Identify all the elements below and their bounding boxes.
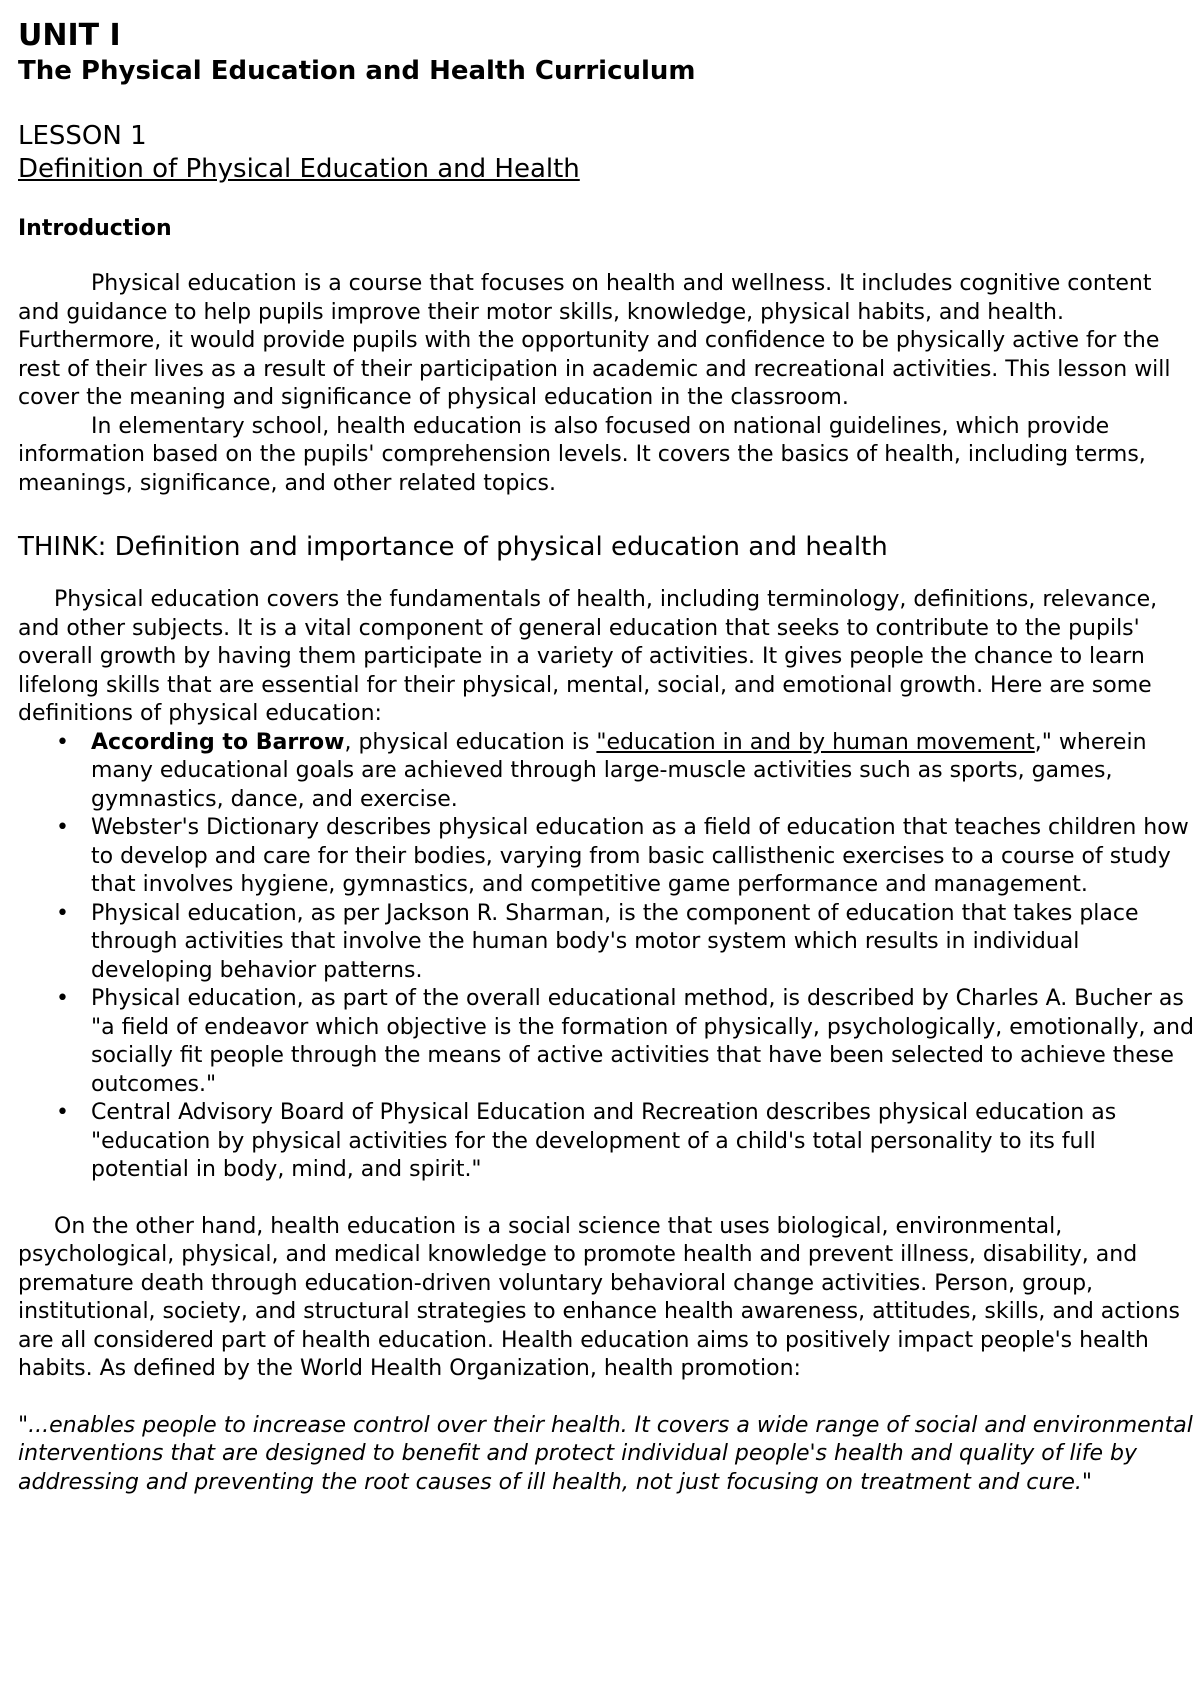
lesson-title: Definition of Physical Education and Health xyxy=(18,154,580,184)
definition-item-webster xyxy=(18,814,1200,900)
bullet-icon: • xyxy=(56,1100,69,1125)
introduction-paragraph-1: Physical education is a course that focuses on health and wellness. It includes cognitive content and guidance to help pupils improve their motor skills, knowledge, physical habits, and health. Furthermore, it would provide pupils with the opportunity and confidence to be physically active for the rest of their lives as a result of their participation in academic and recreational activities. This lesson will cover the meaning and significance of physical education in the classroom. xyxy=(18,271,1171,410)
bullet-icon: • xyxy=(56,815,69,840)
introduction-heading: Introduction xyxy=(18,216,172,241)
physical-education-paragraph: Physical education covers the fundamentals of health, including terminology, definitions, relevance, and other subjects. It is a vital component of general education that seeks to contribute to the pupils' overall growth by having them participate in a variety of activities. It gives people the chance to learn lifelong skills that are essential for their physical, mental, social, and emotional growth. Here are some definitions of physical education: xyxy=(18,587,1158,726)
definition-text: Physical education, as part of the overall educational method, is described by Charles A. Bucher as "a field of endeavor which objective is the formation of physically, psychologically, emotionally, and socially fit people through the means of active activities that have been selected to achieve these outcomes." xyxy=(91,986,1194,1097)
think-heading: THINK: Definition and importance of physical education and health xyxy=(18,532,888,562)
definition-text: ," wherein many educational goals are achieved through large-muscle activities such as sports, games, gymnastics, dance, and exercise. xyxy=(91,729,1147,812)
definition-text: Physical education, as per Jackson R. Sharman, is the component of education that takes place through activities that involve the human body's motor system which results in individual developing behavior patterns. xyxy=(91,900,1139,983)
definition-item-sharman xyxy=(18,900,1200,986)
definition-item-bucher xyxy=(18,985,1200,1099)
bullet-icon: • xyxy=(56,729,69,755)
definition-author-bold: According to Barrow xyxy=(91,729,345,755)
bullet-icon: • xyxy=(56,986,69,1011)
introduction-paragraph-2: In elementary school, health education is also focused on national guidelines, which provide information based on the pupils' comprehension levels. It covers the basics of health, including terms, meanings, significance, and other related topics. xyxy=(18,413,1146,496)
unit-title: The Physical Education and Health Curriculum xyxy=(18,56,696,86)
definition-underlined-quote: "education in and by human movement xyxy=(596,729,1035,755)
definitions-list xyxy=(18,729,1200,1185)
definition-text: , physical education is xyxy=(344,729,597,755)
definition-item-barrow xyxy=(18,729,1200,815)
health-education-paragraph: On the other hand, health education is a social science that uses biological, environmental, psychological, physical, and medical knowledge to promote health and prevent illness, disability, and premature death through education-driven voluntary behavioral change activities. Person, group, institutional, society, and structural strategies to enhance health awareness, attitudes, skills, and actions are all considered part of health education. Health education aims to positively impact people's health habits. As defined by the World Health Organization, health promotion: xyxy=(18,1213,1180,1381)
unit-label: UNIT I xyxy=(18,18,121,53)
bullet-icon: • xyxy=(56,900,69,926)
definition-item-central-advisory-board xyxy=(18,1099,1200,1185)
definition-text: Webster's Dictionary describes physical education as a field of education that teaches children how to develop and care for their bodies, varying from basic callisthenic exercises to a course of study that involves hygiene, gymnastics, and competitive game performance and management. xyxy=(91,815,1189,897)
who-quote: "...enables people to increase control over their health. It covers a wide range of social and environmental interventions that are designed to benefit and protect individual people's health and quality of life by addressing and preventing the root causes of ill health, not just focusing on treatment and cure." xyxy=(18,1412,1193,1495)
lesson-label: LESSON 1 xyxy=(18,121,147,151)
definition-text: Central Advisory Board of Physical Education and Recreation describes physical education as "education by physical activities for the development of a child's total personality to its full potential in body, mind, and spirit." xyxy=(91,1100,1117,1182)
